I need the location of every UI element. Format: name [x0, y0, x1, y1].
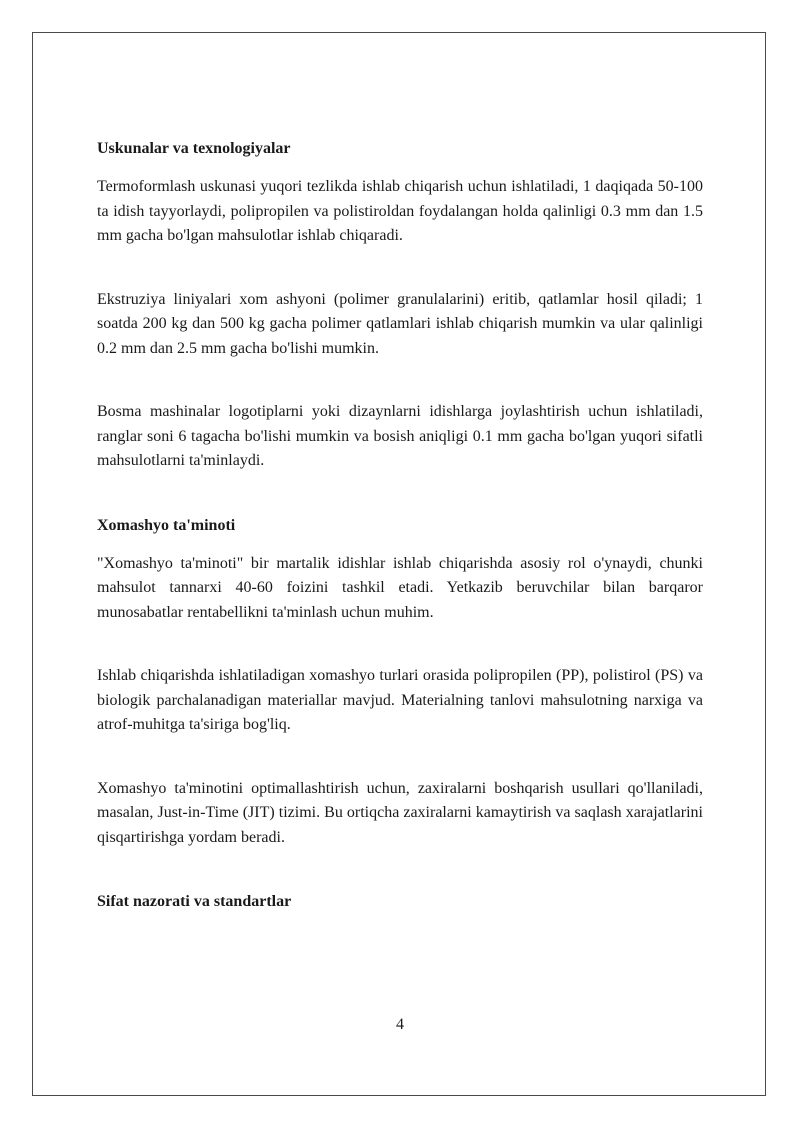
page-number: 4	[396, 1016, 404, 1033]
paragraph-raw-material-types: Ishlab chiqarishda ishlatiladigan xomashyo turlari orasida polipropilen (PP), polistirol (PS) va biologik parchalanadigan materiallar mavjud. Materialning tanlovi mahsulotning narxiga va atrof-muhitga ta'siriga bog'liq.	[97, 667, 703, 733]
section-heading-quality-control: Sifat nazorati va standartlar	[97, 893, 292, 910]
section-heading-raw-materials: Xomashyo ta'minoti	[97, 516, 236, 534]
page-content	[97, 137, 703, 928]
paragraph-thermoforming: Termoformlash uskunasi yuqori tezlikda ishlab chiqarish uchun ishlatiladi, 1 daqiqada 50-100 ta idish tayyorlaydi, polipropilen va polistiroldan foydalangan holda qalinligi 0.3 mm dan 1.5 mm gacha bo'lgan mahsulotlar ishlab chiqaradi.	[97, 178, 703, 244]
section-heading-equipment: Uskunalar va texnologiyalar	[97, 140, 291, 157]
paragraph-extrusion: Ekstruziya liniyalari xom ashyoni (polimer granulalarini) eritib, qatlamlar hosil qiladi; 1 soatda 200 kg dan 500 kg gacha polimer qatlamlari ishlab chiqarish mumkin va ular qalinligi 0.2 mm dan 2.5 mm gacha bo'lishi mumkin.	[97, 290, 703, 357]
paragraph-printing: Bosma mashinalar logotiplarni yoki dizaynlarni idishlarga joylashtirish uchun ishlatiladi, ranglar soni 6 tagacha bo'lishi mumkin va bosish aniqligi 0.1 mm gacha bo'lgan yuqori sifatli mahsulotlarni ta'minlaydi.	[97, 403, 703, 469]
paragraph-supply-optimization: Xomashyo ta'minotini optimallashtirish uchun, zaxiralarni boshqarish usullari qo'llaniladi, masalan, Just-in-Time (JIT) tizimi. Bu ortiqcha zaxiralarni kamaytirish va saqlash xarajatlarini qisqartirishga yordam beradi.	[97, 779, 703, 846]
paragraph-raw-material-supply: "Xomashyo ta'minoti" bir martalik idishlar ishlab chiqarishda asosiy rol o'ynaydi, chunki mahsulot tannarxi 40-60 foizini tashkil etadi. Yetkazib beruvchilar bilan barqaror munosabatlar rentabellikni ta'minlash uchun muhim.	[97, 554, 703, 621]
